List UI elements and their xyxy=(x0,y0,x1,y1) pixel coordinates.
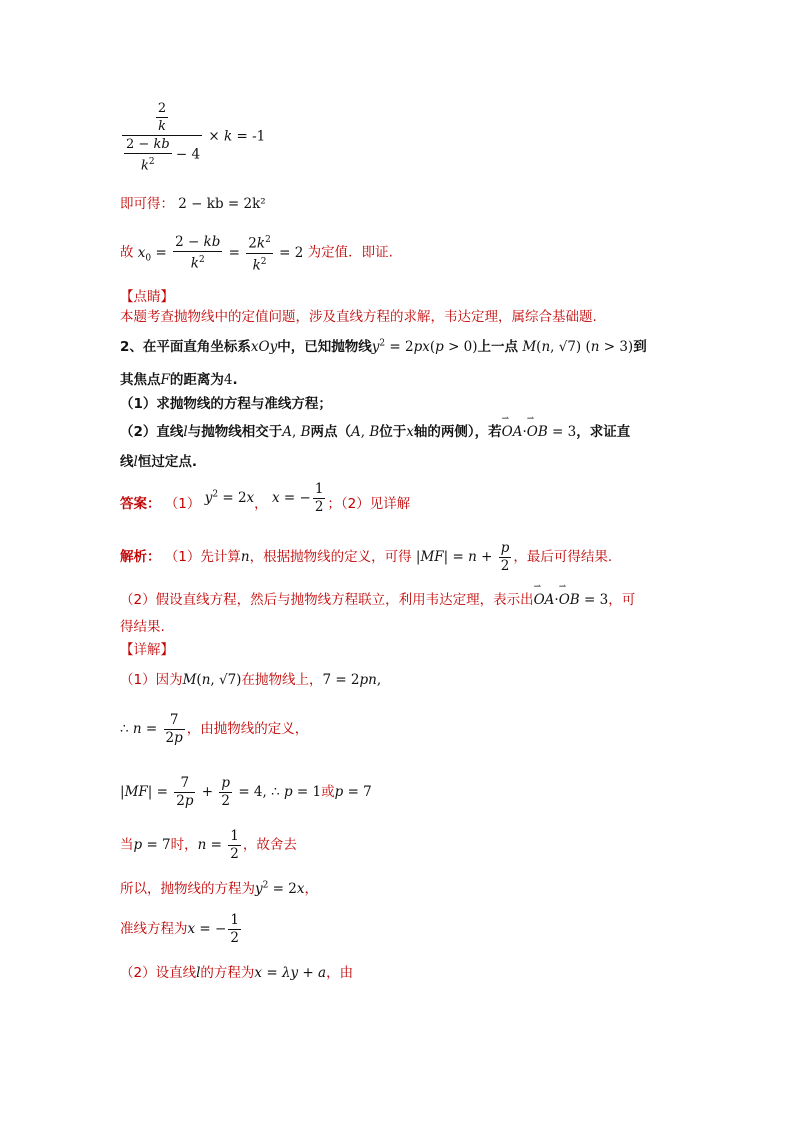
equation-slope-product: $\frac{2}{k}$ $\frac{2 - kb}{k^2}$ − 4 × k = -1 xyxy=(120,100,265,174)
problem-part-1: （1）求抛物线的方程与准线方程； xyxy=(120,396,332,412)
deduce-formula: 2 − kb = 2k² xyxy=(178,196,266,212)
problem-line-2: 其焦点F的距离为4. xyxy=(120,372,238,388)
analysis-line-2: （2）假设直线方程，然后与抛物线方程联立，利用韦达定理，表示出⇀ OA·⇀ OB = 3，可 xyxy=(120,588,635,608)
detail-line-6: 准线方程为x = − $\frac{1}{2}$ xyxy=(120,912,239,946)
problem-part-2-line-2: 线l恒过定点. xyxy=(120,454,197,470)
conclusion-line: 故 $x_0$ = $\frac{2 - kb}{k^2}$ = $\frac{2k^2}{k^2}$ = 2 为定值．即证. xyxy=(120,233,393,273)
detail-line-1: （1）因为M(n, √7)在抛物线上，7 = 2pn, xyxy=(120,672,382,688)
detail-line-7: （2）设直线l的方程为x = λy + a，由 xyxy=(120,965,354,981)
comment-header: 【点睛】 xyxy=(120,289,174,305)
detail-line-5: 所以，抛物线的方程为$y^2 = 2x$， xyxy=(120,880,318,897)
analysis-line-1: 解析： （1）先计算n，根据抛物线的定义，可得 |MF| = n + $\frac{p}{2}$ ，最后可得结果. xyxy=(120,540,613,574)
analysis-label: 解析： xyxy=(120,549,161,565)
problem-part-2-line-1: （2）直线l与抛物线相交于A, B两点（A, B位于x轴的两侧），若⇀ OA·⇀ OB = 3，求证直 xyxy=(120,420,630,440)
detail-header: 【详解】 xyxy=(120,642,174,658)
detail-line-2: ∴ n = $\frac{7}{2p}$ ，由抛物线的定义， xyxy=(120,712,309,746)
conclusion-prefix: 故 xyxy=(120,244,134,261)
analysis-line-3: 得结果. xyxy=(120,619,165,635)
eq1-result: = -1 xyxy=(236,128,266,145)
detail-line-3: |MF| = $\frac{7}{2p}$ + $\frac{p}{2}$ = 4, ∴ p = 1或p = 7 xyxy=(120,775,372,809)
answer-line: 答案： （1） $y^2 = 2x$， x = − $\frac{1}{2}$ ；（2）见详解 xyxy=(120,481,411,515)
conclusion-suffix: 为定值．即证. xyxy=(307,244,393,261)
comment-text: 本题考查抛物线中的定值问题，涉及直线方程的求解，韦达定理，属综合基础题. xyxy=(120,309,597,325)
deduce-line xyxy=(120,192,266,212)
nested-fraction: $\frac{2}{k}$ $\frac{2 - kb}{k^2}$ − 4 xyxy=(122,100,202,174)
detail-line-4: 当p = 7时，n = $\frac{1}{2}$ ，故舍去 xyxy=(120,828,297,862)
answer-label: 答案： xyxy=(120,496,161,512)
problem-line-1: 2、在平面直角坐标系xOy中，已知抛物线$y^2 = 2px(p > 0)$上一点 M(n, √7) (n > 3)到 xyxy=(120,338,647,355)
deduce-label: 即可得： xyxy=(120,196,174,212)
